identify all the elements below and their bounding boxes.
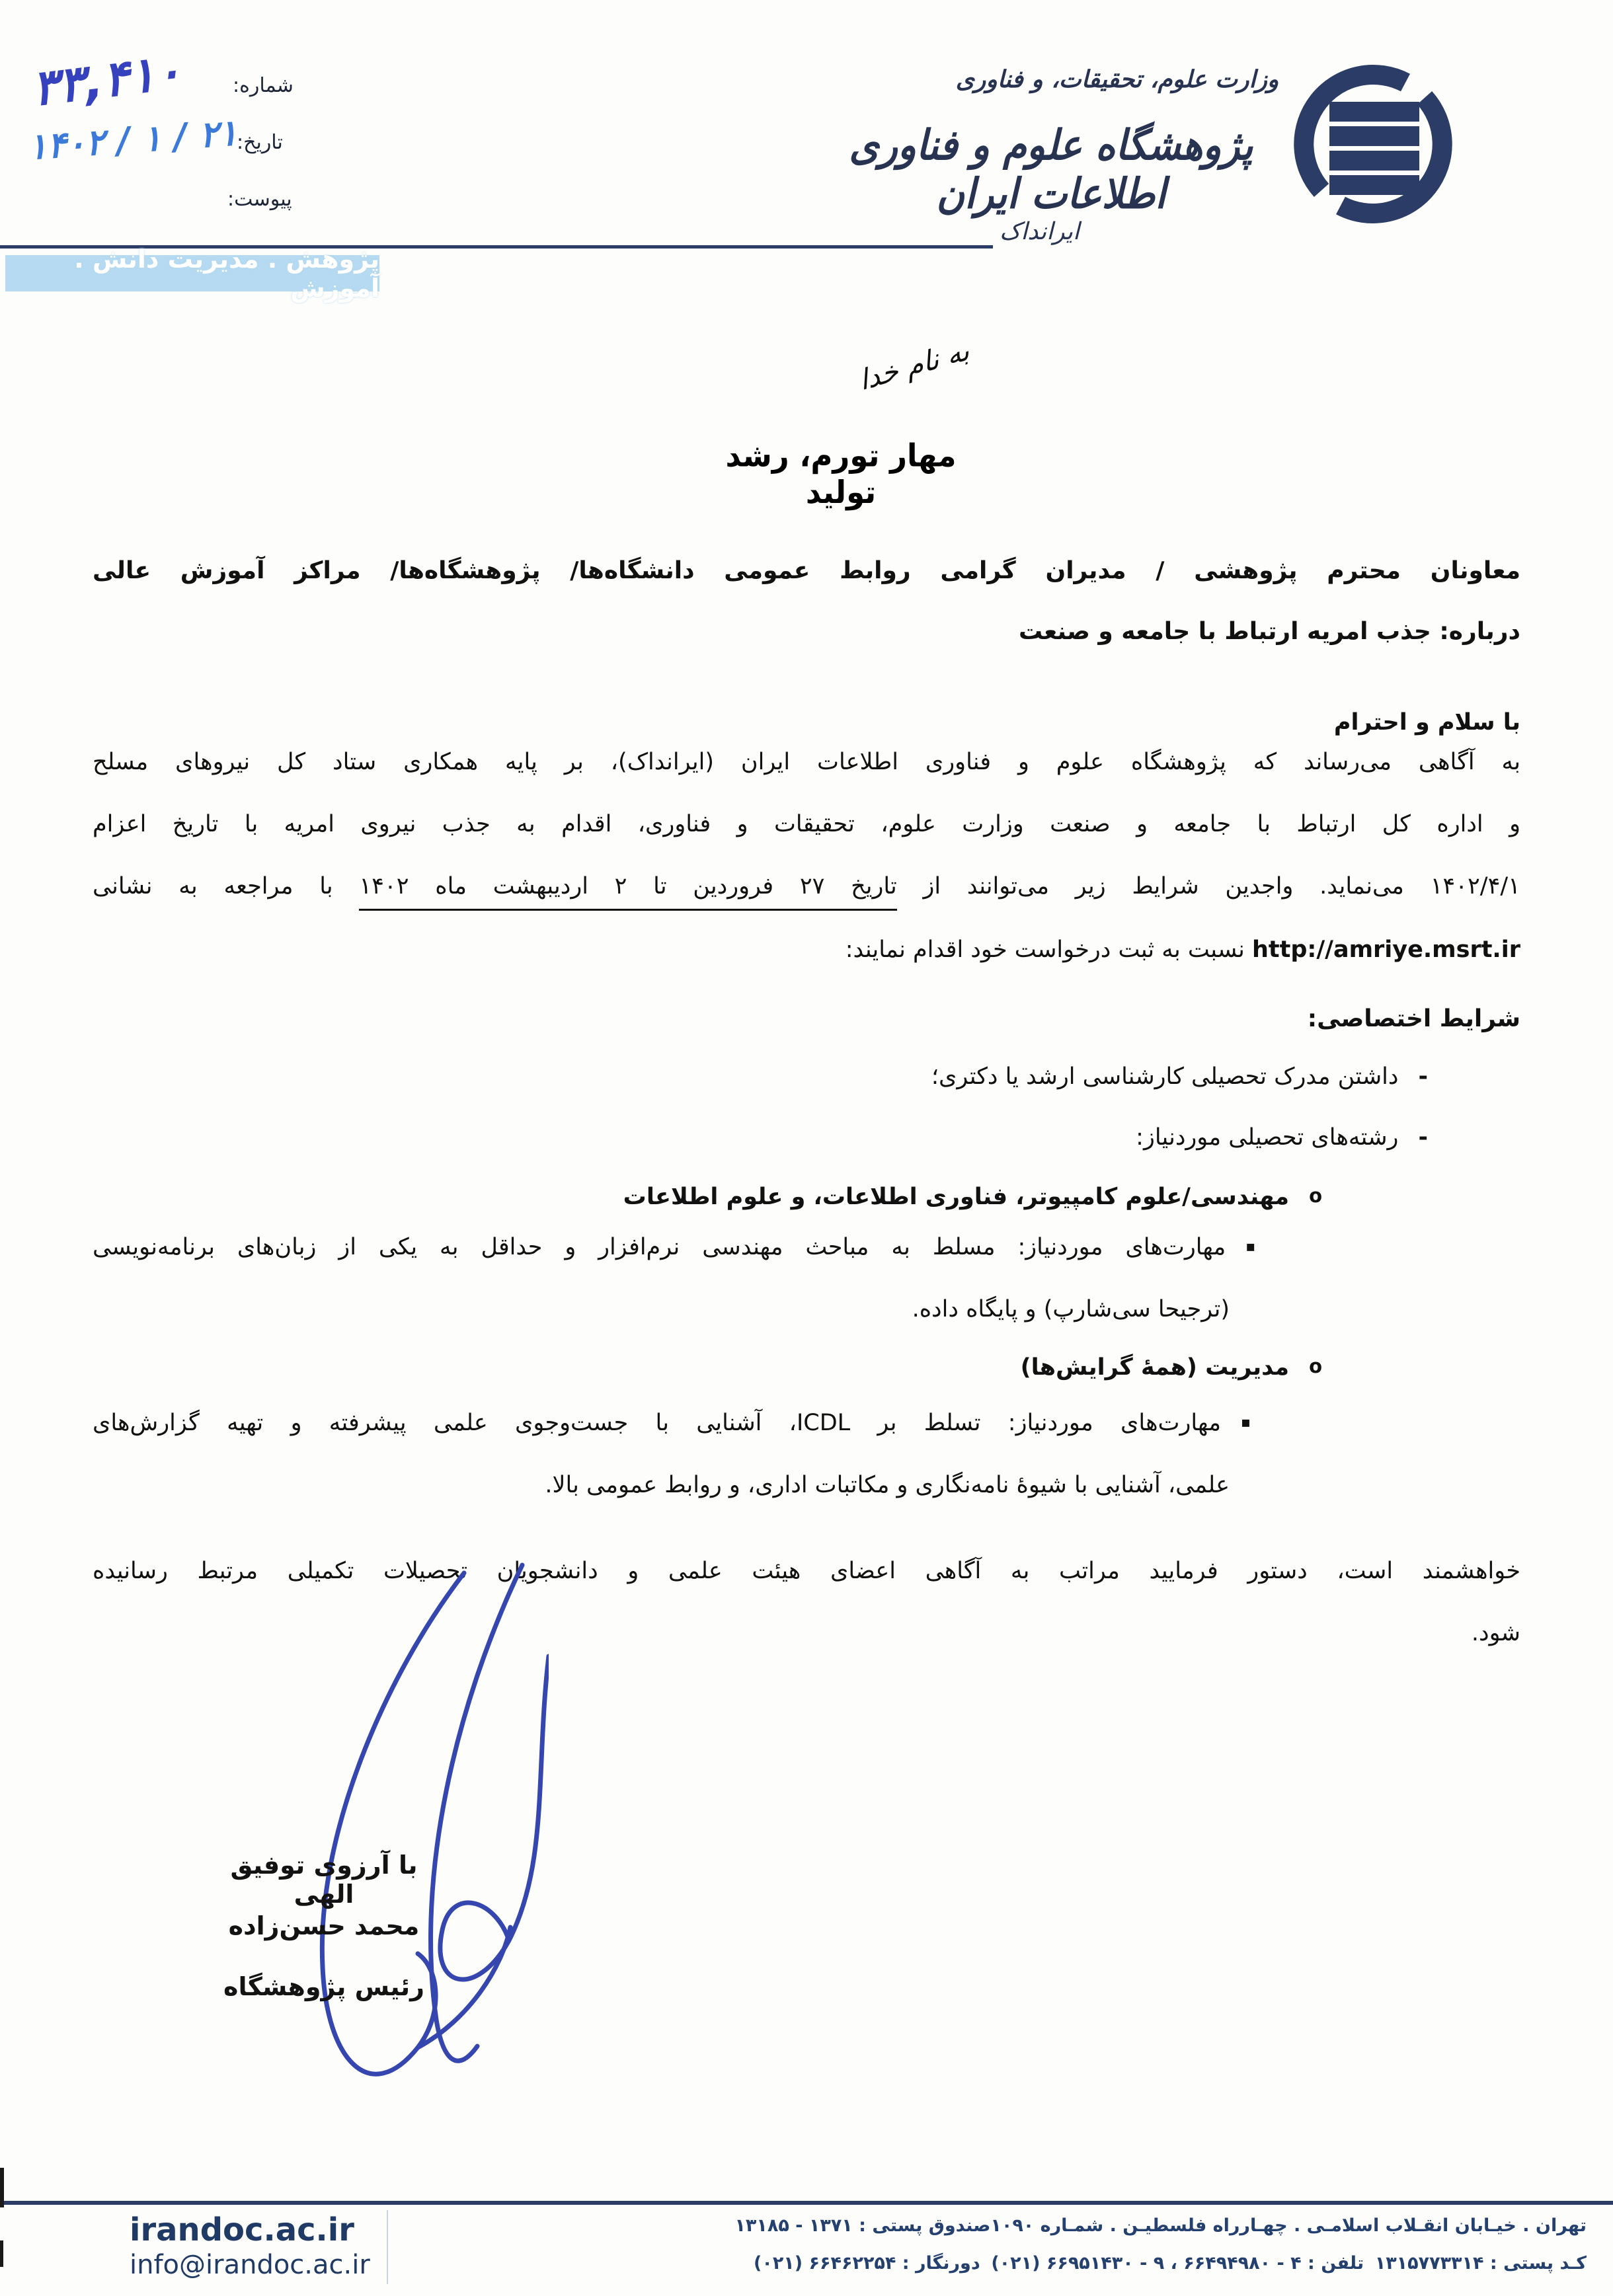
website-url: irandoc.ac.ir bbox=[130, 2211, 354, 2248]
square-bullet-icon: ▪ bbox=[1245, 1239, 1271, 1255]
paragraph1-line3-end: با مراجعه به نشانی bbox=[93, 873, 360, 899]
postal-code: کـد پستی : ۱۳۱۵۷۷۳۳۱۴ bbox=[1374, 2253, 1587, 2274]
addressee-line: معاونان محترم پژوهشی / مدیران گرامی روابط عمومی دانشگاه‌ها/ پژوهشگاه‌ها/ مراکز آموزش عالی bbox=[93, 557, 1520, 584]
signer-title: رئیس پژوهشگاه bbox=[223, 1972, 424, 2001]
number-label: شماره: bbox=[233, 74, 294, 97]
closing-line1: خواهشمند است، دستور فرمایید مراتب به آگاهی اعضای هیئت علمی و دانشجویان تحصیلات تکمیلی مرتبط رسانیده bbox=[93, 1558, 1520, 1584]
list-item-text: رشته‌های تحصیلی موردنیاز: bbox=[1136, 1124, 1399, 1151]
list-item bbox=[93, 1351, 1520, 1385]
list-item bbox=[93, 1121, 1520, 1155]
list-item bbox=[93, 1180, 1520, 1214]
list-item-text: داشتن مدرک تحصیلی کارشناسی ارشد یا دکتری؛ bbox=[931, 1063, 1399, 1090]
irandoc-logo-icon bbox=[1292, 61, 1458, 230]
salutation: با سلام و احترام bbox=[1333, 709, 1520, 736]
registration-period-underlined: تاریخ ۲۷ فروردین تا ۲ اردیبهشت ماه ۱۴۰۲ bbox=[359, 873, 896, 911]
footer-contact-block bbox=[734, 2215, 1587, 2274]
square-bullet-icon: ▪ bbox=[1240, 1414, 1271, 1431]
paragraph1-line3-start: ۱۴۰۲/۴/۱ می‌نماید. واجدین شرایط زیر می‌توانند از bbox=[896, 873, 1520, 899]
registration-url: http://amriye.msrt.ir bbox=[1251, 937, 1520, 963]
handwritten-date: ۱۴۰۲ / ۱ / ۲۱ bbox=[26, 111, 239, 169]
list-item-text: مهارت‌های موردنیاز: تسلط بر ICDL، آشنایی با جست‌وجوی علمی پیشرفته و تهیه گزارش‌های bbox=[93, 1410, 1221, 1436]
scan-artifact bbox=[0, 2240, 3, 2267]
list-item-continuation: علمی، آشنایی با شیوهٔ نامه‌نگاری و مکاتبات اداری، و روابط عمومی بالا. bbox=[545, 1472, 1230, 1498]
tagline-text: پژوهش . مدیریت دانش . آموزش bbox=[74, 244, 379, 303]
footer-divider bbox=[387, 2210, 388, 2284]
footer-row-numbers bbox=[754, 2253, 1587, 2274]
list-item-text: مهندسی/علوم کامپیوتر، فناوری اطلاعات، و علوم اطلاعات bbox=[623, 1184, 1290, 1210]
fax-number: دورنگار : ۶۶۴۶۲۲۵۴ (۰۲۱) bbox=[754, 2253, 980, 2274]
handwritten-number: ۳۳,۴۱۰ bbox=[28, 42, 185, 118]
signature-wish: با آرزوی توفیق الهی bbox=[230, 1851, 418, 1909]
paragraph1-line1: به آگاهی می‌رساند که پژوهشگاه علوم و فناوری اطلاعات ایران (ایرانداک)، بر پایه همکاری ستاد کل نیروهای مسلح bbox=[93, 749, 1520, 775]
dash-bullet-icon: - bbox=[1418, 1063, 1428, 1090]
list-item bbox=[93, 1406, 1520, 1440]
phone-numbers: تلفن : ۴ - ۶۶۴۹۴۹۸۰ ، ۹ - ۶۶۹۵۱۴۳۰ (۰۲۱) bbox=[991, 2253, 1364, 2274]
closing-line2: شود. bbox=[1471, 1620, 1520, 1646]
conditions-title: شرایط اختصاصی: bbox=[1307, 1005, 1520, 1032]
list-item bbox=[93, 1060, 1520, 1094]
paragraph1-line4-rest: نسبت به ثبت درخواست خود اقدام نمایند: bbox=[845, 937, 1245, 963]
dash-bullet-icon: - bbox=[1418, 1124, 1428, 1151]
scan-artifact bbox=[0, 2168, 4, 2207]
signer-name: محمد حسن‌زاده bbox=[228, 1911, 420, 1940]
institute-short-name: ایرانداک bbox=[1000, 218, 1080, 245]
circle-bullet-icon: o bbox=[1309, 1355, 1322, 1377]
paragraph1-line3 bbox=[93, 870, 1520, 903]
paragraph1-line2: و اداره کل ارتباط با جامعه و صنعت وزارت علوم، تحقیقات و فناوری، اقدام به جذب نیروی امریه با تاریخ اعزام bbox=[93, 811, 1520, 837]
bismillah: به نام خدا bbox=[857, 333, 972, 397]
list-item-text: مهارت‌های موردنیاز: مسلط به مباحث مهندسی نرم‌افزار و حداقل به یکی از زبان‌های برنامه‌نویسی bbox=[93, 1234, 1226, 1260]
list-item bbox=[93, 1231, 1520, 1264]
po-box: صندوق پستی : ۱۳۷۱ - ۱۳۱۸۵ bbox=[734, 2215, 991, 2236]
footer-row-address bbox=[734, 2215, 1587, 2236]
year-slogan: مهار تورم، رشد تولید bbox=[725, 437, 957, 511]
institute-name: پژوهشگاه علوم و فناوری اطلاعات ایران bbox=[849, 120, 1253, 218]
ministry-name: وزارت علوم، تحقیقات، و فناوری bbox=[955, 66, 1279, 93]
email-address: info@irandoc.ac.ir bbox=[130, 2250, 370, 2280]
list-item-continuation: (ترجیحا سی‌شارپ) و پایگاه داده. bbox=[912, 1296, 1230, 1322]
circle-bullet-icon: o bbox=[1309, 1184, 1322, 1207]
subject-line: درباره: جذب امریه ارتباط با جامعه و صنعت bbox=[1018, 618, 1520, 645]
date-label: تاریخ: bbox=[237, 131, 283, 154]
list-item-text: مدیریت (همهٔ گرایش‌ها) bbox=[1020, 1354, 1290, 1381]
street-address: تهران . خیـابان انقـلاب اسلامـی . چهـارراه فلسطیـن . شمـاره ۱۰۹۰ bbox=[990, 2215, 1587, 2236]
attachment-label: پیوست: bbox=[227, 188, 292, 211]
footer-rule bbox=[0, 2201, 1613, 2205]
tagline-banner bbox=[5, 244, 379, 303]
paragraph1-line4 bbox=[93, 933, 1520, 967]
